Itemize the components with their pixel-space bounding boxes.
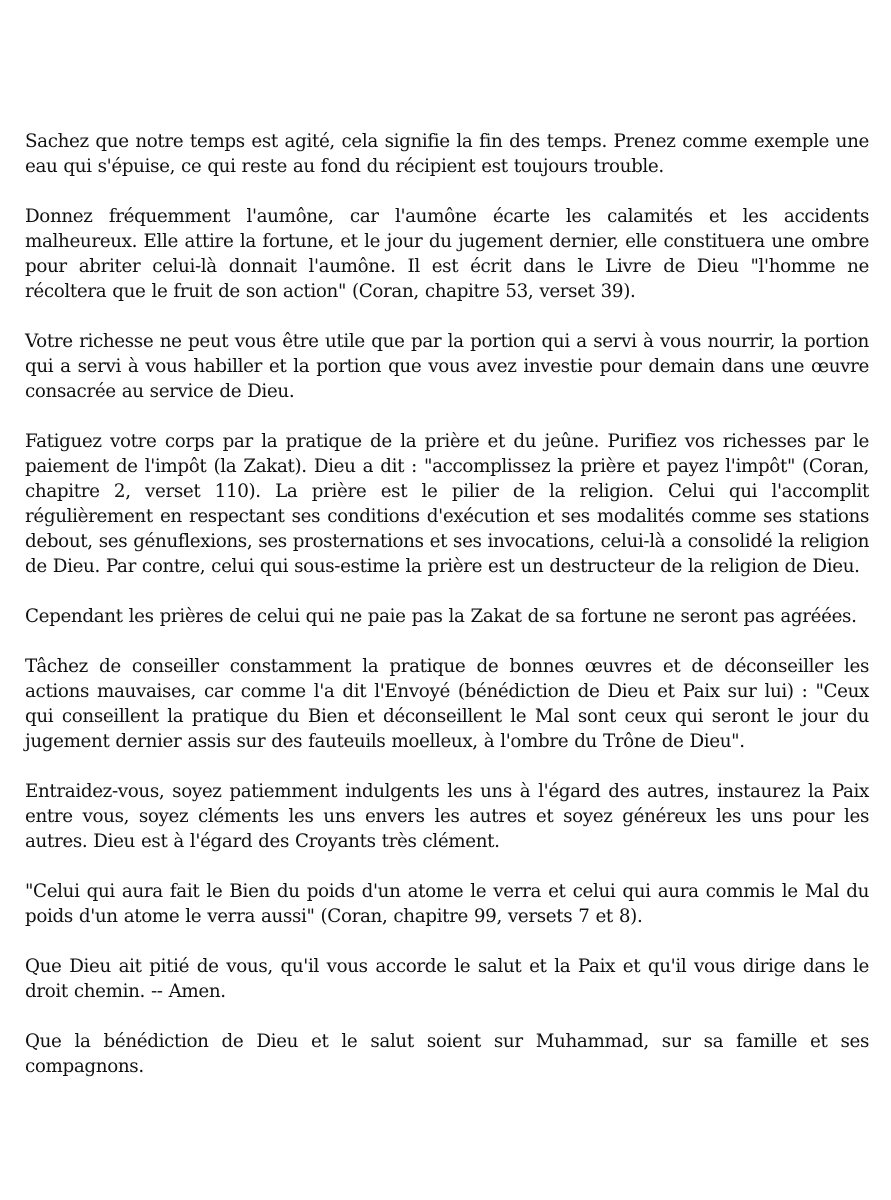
paragraph-good-deeds: Tâchez de conseiller constamment la pratique de bonnes œuvres et de déconseiller les actions mauvaises, car comme l'a dit l'Envoyé (bénédiction de Dieu et Paix sur lui) : "Ceux qui conseillent la pratique du Bien et déconseillent le Mal sont ceux qui seront le jour du jugement dernier assis sur des fauteuils moelleux, à l'ombre du Trône de Dieu". <box>25 656 869 752</box>
paragraph-zakat: Cependant les prières de celui qui ne paie pas la Zakat de sa fortune ne seront pas agréées. <box>25 606 857 627</box>
paragraph-prayer-fasting: Fatiguez votre corps par la pratique de la prière et du jeûne. Purifiez vos richesses par le paiement de l'impôt (la Zakat). Dieu a dit : "accomplissez la prière et payez l'impôt" (Coran, chapitre 2, verset 110). La prière est le pilier de la religion. Celui qui l'accomplit régulièrement en respectant ses conditions d'exécution et ses modalités comme ses stations debout, ses génuflexions, ses prosternations et ses invocations, celui-là a consolidé la religion de Dieu. Par contre, celui qui sous-estime la prière est un destructeur de la religion de Dieu. <box>25 431 869 577</box>
paragraph-benediction: Que la bénédiction de Dieu et le salut soient sur Muhammad, sur sa famille et ses compagnons. <box>25 1031 869 1077</box>
paragraph-almsgiving: Donnez fréquemment l'aumône, car l'aumône écarte les calamités et les accidents malheureux. Elle attire la fortune, et le jour du jugement dernier, elle constituera une ombre pour abriter celui-là donnait l'aumône. Il est écrit dans le Livre de Dieu "l'homme ne récoltera que le fruit de son action" (Coran, chapitre 53, verset 39). <box>25 206 869 302</box>
paragraph-amen: Que Dieu ait pitié de vous, qu'il vous accorde le salut et la Paix et qu'il vous dirige dans le droit chemin. -- Amen. <box>25 956 869 1002</box>
paragraph-wealth: Votre richesse ne peut vous être utile que par la portion qui a servi à vous nourrir, la portion qui a servi à vous habiller et la portion que vous avez investie pour demain dans une œuvre consacrée au service de Dieu. <box>25 331 869 402</box>
paragraph-end-of-times: Sachez que notre temps est agité, cela signifie la fin des temps. Prenez comme exemple une eau qui s'épuise, ce qui reste au fond du récipient est toujours trouble. <box>25 131 869 177</box>
paragraph-quran-quote: "Celui qui aura fait le Bien du poids d'un atome le verra et celui qui aura commis le Mal du poids d'un atome le verra aussi" (Coran, chapitre 99, versets 7 et 8). <box>25 881 869 927</box>
paragraph-mutual-aid: Entraidez-vous, soyez patiemment indulgents les uns à l'égard des autres, instaurez la Paix entre vous, soyez cléments les uns envers les autres et soyez généreux les uns pour les autres. Dieu est à l'égard des Croyants très clément. <box>25 781 869 852</box>
